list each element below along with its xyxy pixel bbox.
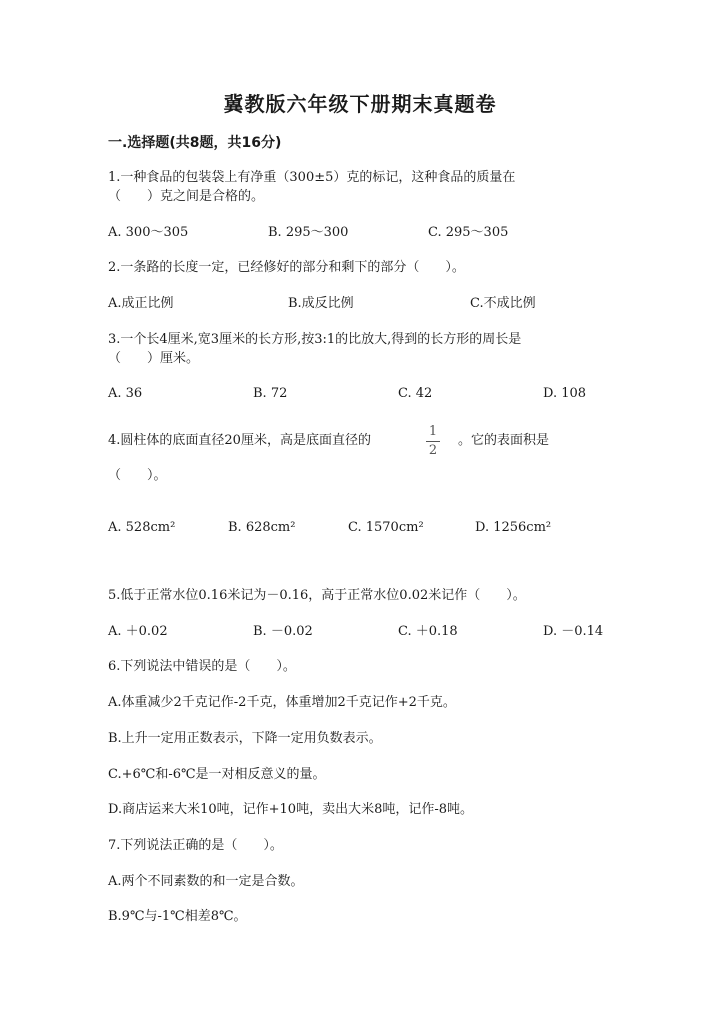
question-3-stem-line2: （ ）厘米。 bbox=[108, 351, 200, 366]
question-1-stem-line1: 1.一种食品的包装袋上有净重（300±5）克的标记，这种食品的质量在 bbox=[108, 170, 516, 185]
question-5-option-d[interactable]: D. －0.14 bbox=[543, 624, 604, 639]
question-5-option-b[interactable]: B. －0.02 bbox=[253, 624, 313, 639]
question-3-option-c[interactable]: C. 42 bbox=[398, 386, 433, 401]
question-7-option-b[interactable]: B.9℃与-1℃相差8℃。 bbox=[108, 909, 247, 924]
page-title: 冀教版六年级下册期末真题卷 bbox=[223, 92, 497, 116]
question-4-option-a[interactable]: A. 528cm² bbox=[108, 520, 176, 535]
section-heading: 一.选择题(共8题，共16分) bbox=[108, 135, 282, 151]
question-3-stem-line1: 3.一个长4厘米,宽3厘米的长方形,按3:1的比放大,得到的长方形的周长是 bbox=[108, 332, 522, 347]
question-5-option-a[interactable]: A. ＋0.02 bbox=[108, 624, 168, 639]
fraction-bar bbox=[426, 441, 440, 442]
question-4-fraction bbox=[426, 424, 440, 459]
question-6-option-c[interactable]: C.+6℃和-6℃是一对相反意义的量。 bbox=[108, 767, 326, 782]
fraction-numerator: 1 bbox=[428, 424, 438, 439]
question-1-stem-line2: （ ）克之间是合格的。 bbox=[108, 189, 265, 204]
question-6-option-b[interactable]: B.上升一定用正数表示，下降一定用负数表示。 bbox=[108, 731, 382, 746]
question-3-option-b[interactable]: B. 72 bbox=[253, 386, 288, 401]
question-5-option-c[interactable]: C. ＋0.18 bbox=[398, 624, 458, 639]
question-1-option-c[interactable]: C. 295～305 bbox=[428, 225, 509, 240]
question-4-option-d[interactable]: D. 1256cm² bbox=[475, 520, 552, 535]
question-6-option-a[interactable]: A.体重减少2千克记作-2千克，体重增加2千克记作+2千克。 bbox=[108, 695, 456, 710]
question-3-option-a[interactable]: A. 36 bbox=[108, 386, 143, 401]
question-4-option-b[interactable]: B. 628cm² bbox=[228, 520, 296, 535]
question-2-option-b[interactable]: B.成反比例 bbox=[288, 296, 354, 311]
question-2-option-c[interactable]: C.不成比例 bbox=[470, 296, 536, 311]
question-7-option-a[interactable]: A.两个不同素数的和一定是合数。 bbox=[108, 874, 304, 889]
question-6-option-d[interactable]: D.商店运来大米10吨，记作+10吨，卖出大米8吨，记作-8吨。 bbox=[108, 802, 474, 817]
question-5-stem: 5.低于正常水位0.16米记为－0.16，高于正常水位0.02米记作（ ）。 bbox=[108, 588, 526, 603]
question-1-option-b[interactable]: B. 295～300 bbox=[268, 225, 349, 240]
question-7-stem: 7.下列说法正确的是（ ）。 bbox=[108, 838, 283, 853]
question-2-option-a[interactable]: A.成正比例 bbox=[108, 296, 174, 311]
question-6-stem: 6.下列说法中错误的是（ ）。 bbox=[108, 659, 296, 674]
question-4-option-c[interactable]: C. 1570cm² bbox=[348, 520, 424, 535]
question-4-stem-part1: 4.圆柱体的底面直径20厘米，高是底面直径的 bbox=[108, 433, 371, 448]
question-1-option-a[interactable]: A. 300～305 bbox=[108, 225, 189, 240]
question-4-stem-part2: 。它的表面积是 bbox=[458, 433, 550, 448]
question-3-option-d[interactable]: D. 108 bbox=[543, 386, 587, 401]
question-2-stem: 2.一条路的长度一定，已经修好的部分和剩下的部分（ ）。 bbox=[108, 260, 465, 275]
fraction-denominator: 2 bbox=[428, 443, 438, 458]
question-4-stem-line2: （ ）。 bbox=[108, 468, 167, 483]
